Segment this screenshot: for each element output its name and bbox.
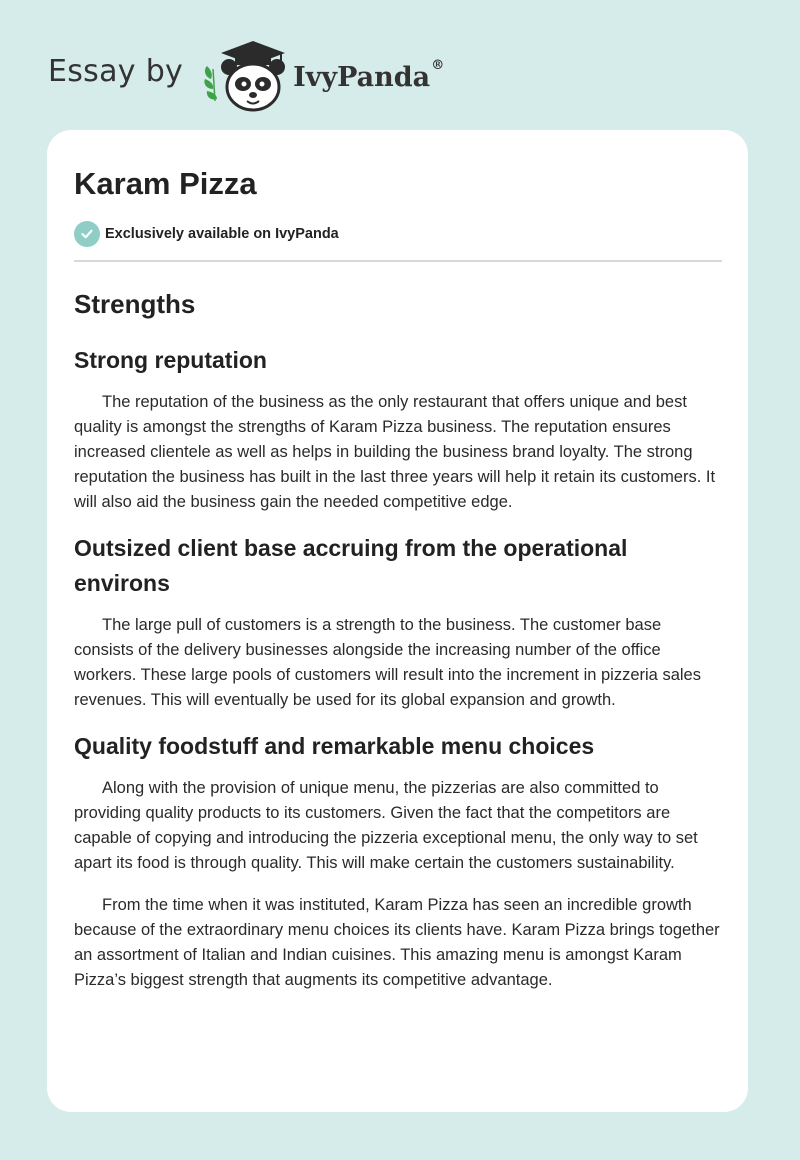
brand-header[interactable]	[48, 36, 444, 116]
essay-card	[47, 130, 748, 1112]
divider	[74, 260, 722, 262]
paragraph: From the time when it was instituted, Karam Pizza has seen an incredible growth because of the extraordinary menu choices its clients have. Karam Pizza brings together an assortment of Italian and Indian cuisines. This amazing menu is amongst Karam Pizza’s biggest strength that augments its competitive advantage.	[74, 896, 720, 989]
subsection-heading: Quality foodstuff and remarkable menu choices	[74, 733, 595, 759]
paragraph: The large pull of customers is a strength to the business. The customer base consists of the delivery businesses alongside the increasing number of the office workers. These large pools of customers will result into the increment in pizzeria sales revenues. This will eventually be used for its global expansion and growth.	[74, 616, 701, 709]
paragraph: The reputation of the business as the only restaurant that offers unique and best quality is amongst the strengths of Karam Pizza business. The reputation ensures increased clientele as well as helps in building the business brand loyalty. The strong reputation the business has built in the last three years will help it retain its customers. It will also aid the business gain the needed competitive edge.	[74, 393, 716, 511]
paragraph: Along with the provision of unique menu, the pizzerias are also committed to providing quality products to its customers. Given the fact that the competitors are capable of copying and introducing the pizzeria exceptional menu, the only way to set apart its food is through quality. This will make certain the customers sustainability.	[74, 779, 698, 872]
check-circle-icon	[74, 221, 100, 247]
page-title: Karam Pizza	[74, 166, 257, 201]
subsection-heading: Strong reputation	[74, 347, 267, 373]
exclusive-label: Exclusively available on IvyPanda	[105, 226, 339, 242]
subsection-heading: Outsized client base accruing from the operational environs	[74, 535, 628, 596]
brand-prefix: Essay by	[48, 53, 184, 89]
exclusive-badge	[74, 220, 722, 248]
panda-logo-icon	[201, 39, 287, 113]
brand-name: IvyPanda®	[293, 57, 445, 93]
section-heading: Strengths	[74, 289, 196, 319]
